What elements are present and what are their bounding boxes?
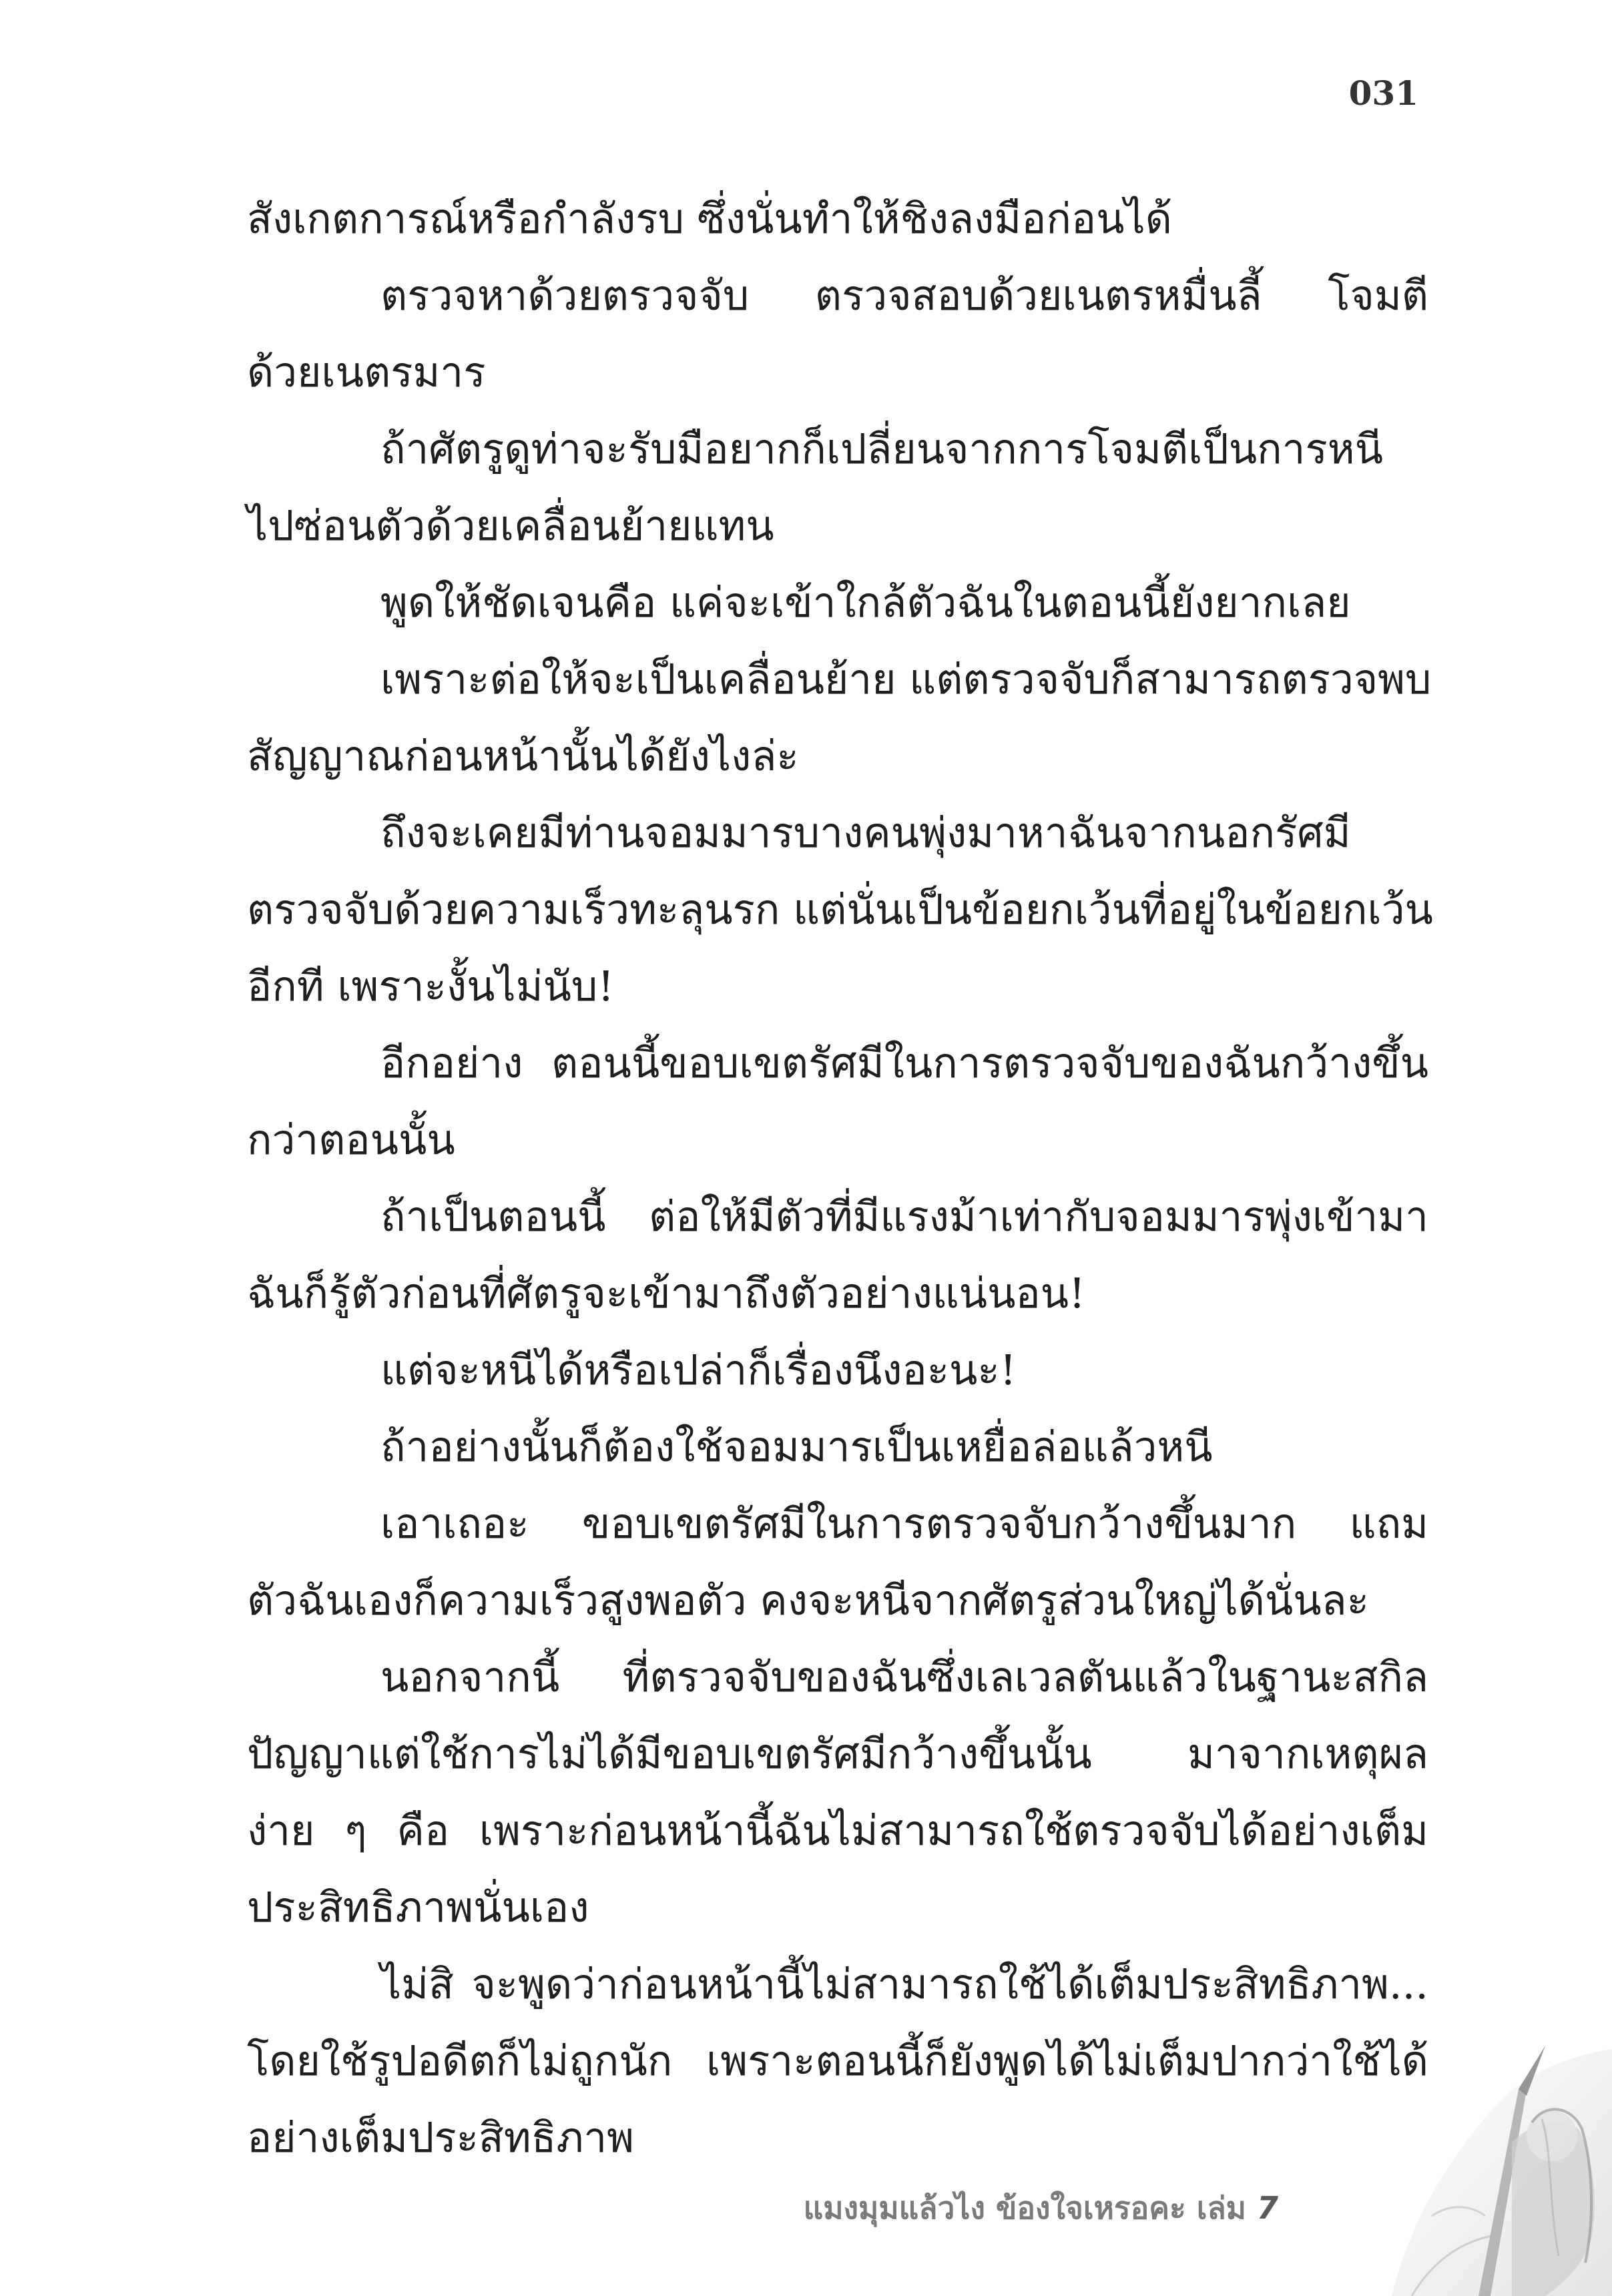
paragraph-line: ถ้าศัตรูดูท่าจะรับมือยากก็เปลี่ยนจากการโจมตีเป็นการหนี	[380, 424, 1384, 473]
body-text	[247, 180, 1433, 2176]
paragraph-line: สัญญาณก่อนหน้านั้นได้ยังไงล่ะ	[247, 732, 799, 780]
paragraph-line: เอาเถอะ ขอบเขตรัศมีในการตรวจจับกว้างขึ้นมาก แถม	[380, 1499, 1428, 1548]
paragraph-line: อีกอย่าง ตอนนี้ขอบเขตรัศมีในการตรวจจับของฉันกว้างขึ้น	[380, 1039, 1428, 1087]
footer-title	[804, 2184, 1278, 2233]
paragraph-line: ปัญญาแต่ใช้การไม่ได้มีขอบเขตรัศมีกว้างขึ้นนั้น มาจากเหตุผล	[247, 1729, 1428, 1778]
paragraph-line: ถึงจะเคยมีท่านจอมมารบางคนพุ่งมาหาฉันจากนอกรัศมี	[380, 808, 1351, 857]
footer-book-title: แมงมุมแล้วไง ข้องใจเหรอคะ เล่ม	[803, 2190, 1246, 2226]
paragraph-line: ตัวฉันเองก็ความเร็วสูงพอตัว คงจะหนีจากศัตรูส่วนใหญ่ได้นั่นละ	[247, 1576, 1369, 1625]
paragraph-line: ถ้าเป็นตอนนี้ ต่อให้มีตัวที่มีแรงม้าเท่ากับจอมมารพุ่งเข้ามา	[380, 1192, 1428, 1241]
paragraph-line: โดยใช้รูปอดีตก็ไม่ถูกนัก เพราะตอนนี้ก็ยังพูดได้ไม่เต็มปากว่าใช้ได้	[247, 2036, 1428, 2085]
paragraph-line: แต่จะหนีได้หรือเปล่าก็เรื่องนึงอะนะ!	[380, 1346, 1017, 1394]
paragraph-line: ไปซ่อนตัวด้วยเคลื่อนย้ายแทน	[247, 501, 774, 550]
character-illustration	[1278, 2042, 1612, 2296]
page-number: 031	[1348, 73, 1418, 113]
paragraph-line: ถ้าอย่างนั้นก็ต้องใช้จอมมารเป็นเหยื่อล่อแล้วหนี	[380, 1422, 1213, 1471]
paragraph-line: พูดให้ชัดเจนคือ แค่จะเข้าใกล้ตัวฉันในตอนนี้ยังยากเลย	[380, 578, 1351, 627]
paragraph-line: ฉันก็รู้ตัวก่อนที่ศัตรูจะเข้ามาถึงตัวอย่างแน่นอน!	[247, 1269, 1085, 1318]
paragraph-line: ด้วยเนตรมาร	[247, 348, 486, 396]
paragraph-line: อีกที เพราะงั้นไม่นับ!	[247, 962, 615, 1011]
paragraph-line: ตรวจหาด้วยตรวจจับ ตรวจสอบด้วยเนตรหมื่นลี้ โจมตี	[380, 271, 1428, 320]
paragraph-line: ตรวจจับด้วยความเร็วทะลุนรก แต่นั่นเป็นข้อยกเว้นที่อยู่ในข้อยกเว้น	[247, 885, 1433, 934]
paragraph-line: นอกจากนี้ ที่ตรวจจับของฉันซึ่งเลเวลตันแล้วในฐานะสกิล	[380, 1653, 1428, 1701]
paragraph-line: ง่าย ๆ คือ เพราะก่อนหน้านี้ฉันไม่สามารถใช้ตรวจจับได้อย่างเต็ม	[247, 1806, 1428, 1855]
paragraph-line: กว่าตอนนั้น	[247, 1115, 455, 1164]
footer-volume-number: 7	[1256, 2190, 1278, 2226]
paragraph-line: เพราะต่อให้จะเป็นเคลื่อนย้าย แต่ตรวจจับก็สามารถตรวจพบ	[380, 655, 1432, 703]
paragraph-line: ไม่สิ จะพูดว่าก่อนหน้านี้ไม่สามารถใช้ได้เต็มประสิทธิภาพ...	[380, 1960, 1428, 2008]
paragraph-line: ประสิทธิภาพนั่นเอง	[247, 1883, 589, 1932]
paragraph-line: สังเกตการณ์หรือกำลังรบ ซึ่งนั่นทำให้ชิงลงมือก่อนได้	[247, 194, 1172, 243]
paragraph-line: อย่างเต็มประสิทธิภาพ	[247, 2113, 635, 2162]
